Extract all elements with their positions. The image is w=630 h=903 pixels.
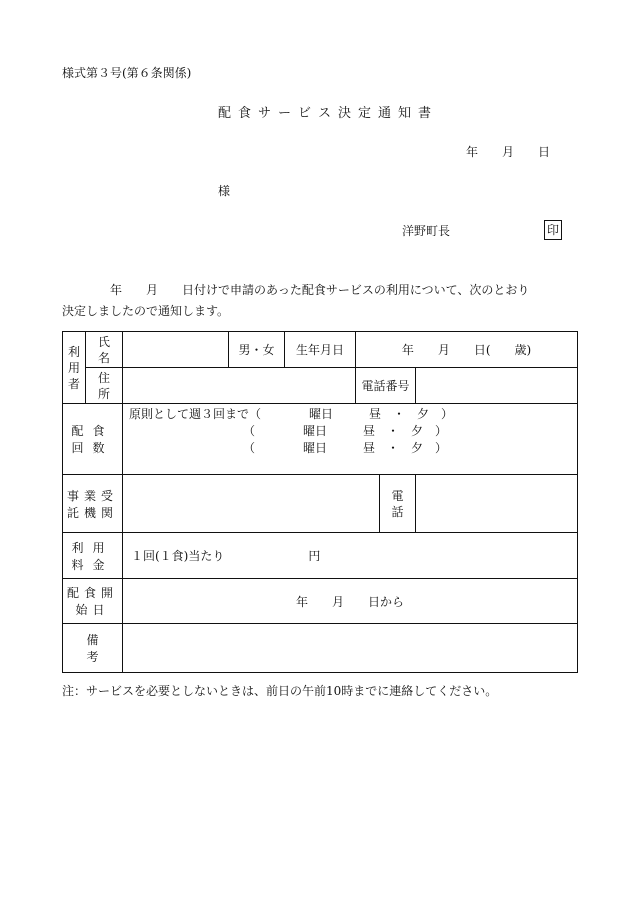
birth-value[interactable]: 年 月 日( 歳) xyxy=(356,332,578,368)
agency-phone-label: 電 話 xyxy=(380,475,416,533)
table-row xyxy=(63,404,578,475)
issue-date: 年 月 日 xyxy=(466,145,551,159)
notice-body xyxy=(62,280,582,322)
document-title: 配食サービス決定通知書 xyxy=(218,106,439,121)
table-row xyxy=(63,533,578,579)
agency-phone-value[interactable] xyxy=(416,475,578,533)
frequency-line: （ 曜日 昼 ・ 夕 ） xyxy=(129,441,448,455)
form-number: 様式第３号(第６条関係) xyxy=(62,66,192,80)
remarks-value[interactable] xyxy=(123,624,578,673)
name-value[interactable] xyxy=(123,332,229,368)
address-label: 住 所 xyxy=(86,368,123,404)
frequency-line: （ 曜日 昼 ・ 夕 ） xyxy=(129,424,448,438)
fee-label: 利用料金 xyxy=(63,533,123,579)
footer-note: 注：サービスを必要としないときは、前日の午前10時までに連絡してください。 xyxy=(62,684,498,698)
decision-table xyxy=(62,331,578,673)
phone-label: 電話番号 xyxy=(356,368,416,404)
birth-label: 生年月日 xyxy=(285,332,356,368)
addressee-suffix: 様 xyxy=(218,184,231,198)
table-row xyxy=(63,332,578,368)
start-label: 配食開始日 xyxy=(63,579,123,624)
phone-value[interactable] xyxy=(416,368,578,404)
fee-value[interactable]: １回(１食)当たり 円 xyxy=(123,533,578,579)
agency-value[interactable] xyxy=(123,475,380,533)
table-row xyxy=(63,579,578,624)
remarks-label: 備 考 xyxy=(63,624,123,673)
table-row xyxy=(63,624,578,673)
user-label: 利 用 者 xyxy=(63,332,86,404)
frequency-label: 配食回数 xyxy=(63,404,123,475)
table-row xyxy=(63,368,578,404)
notice-line-2: 決定しましたので通知します。 xyxy=(62,304,230,318)
name-label: 氏 名 xyxy=(86,332,123,368)
frequency-value[interactable] xyxy=(123,404,578,475)
sex-choice[interactable]: 男・女 xyxy=(229,332,285,368)
agency-label: 事業受託機関 xyxy=(63,475,123,533)
table-row xyxy=(63,475,578,533)
issuer-name: 洋野町長 xyxy=(402,224,451,238)
notice-line-1: 年 月 日付けで申請のあった配食サービスの利用について、次のとおり xyxy=(62,283,530,297)
frequency-line: 原則として週３回まで（ 曜日 昼 ・ 夕 ） xyxy=(129,407,454,421)
seal-mark: 印 xyxy=(544,220,562,240)
start-value[interactable]: 年 月 日から xyxy=(123,579,578,624)
address-value[interactable] xyxy=(123,368,356,404)
